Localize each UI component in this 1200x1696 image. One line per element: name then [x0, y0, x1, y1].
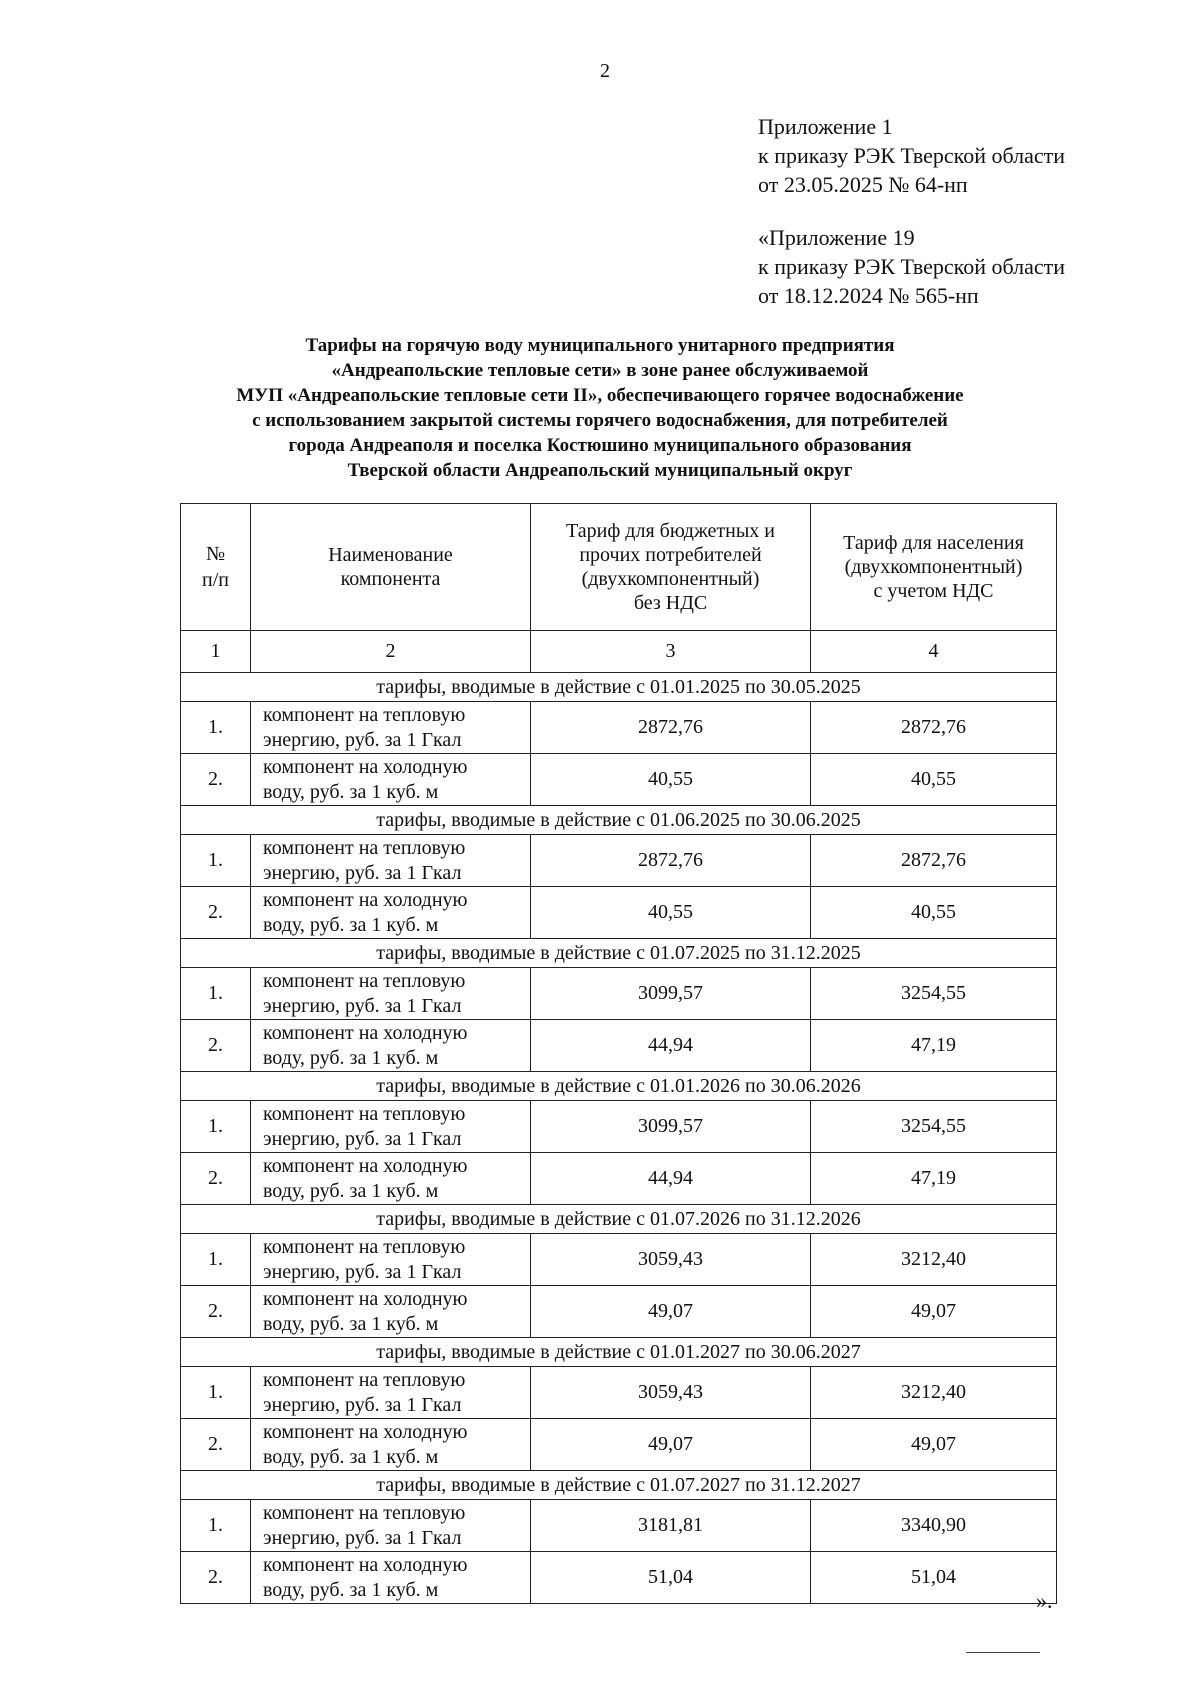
component-name	[251, 1500, 531, 1552]
row-number: 1.	[181, 1234, 251, 1286]
title-line: с использованием закрытой системы горячего водоснабжения, для потребителей	[252, 410, 948, 431]
appendix-19-order: к приказу РЭК Тверской области	[758, 254, 1066, 279]
budget-tariff-value: 40,55	[531, 887, 811, 939]
column-number: 2	[251, 631, 531, 673]
population-tariff-value: 40,55	[811, 887, 1057, 939]
header-line: компонента	[340, 568, 441, 590]
row-number: 1.	[181, 1367, 251, 1419]
component-name-line: энергию, руб. за 1 Гкал	[263, 1393, 462, 1416]
header-line: №	[205, 543, 226, 565]
component-name-line: компонент на холодную	[263, 1287, 468, 1310]
table-row	[181, 1367, 1057, 1419]
population-tariff-value: 3212,40	[811, 1367, 1057, 1419]
table-row	[181, 1419, 1057, 1471]
header-line: (двухкомпонентный)	[844, 556, 1023, 578]
population-tariff-value: 2872,76	[811, 702, 1057, 754]
period-row	[181, 1471, 1057, 1500]
population-tariff-value: 40,55	[811, 754, 1057, 806]
component-name-line: компонент на тепловую	[263, 836, 466, 859]
row-number: 1.	[181, 835, 251, 887]
budget-tariff-value: 49,07	[531, 1419, 811, 1471]
page-number: 2	[600, 60, 610, 82]
component-name-line: компонент на тепловую	[263, 1501, 466, 1524]
budget-tariff-value: 49,07	[531, 1286, 811, 1338]
row-number: 2.	[181, 1286, 251, 1338]
period-label: тарифы, вводимые в действие с 01.01.2025 по 30.05.2025	[181, 673, 1057, 702]
row-number: 1.	[181, 1500, 251, 1552]
period-row	[181, 939, 1057, 968]
component-name-line: воду, руб. за 1 куб. м	[263, 1179, 439, 1202]
title-line: Тверской области Андреапольский муниципальный округ	[347, 460, 853, 481]
appendix-1-block	[758, 112, 1065, 199]
column-number: 3	[531, 631, 811, 673]
header-line: с учетом НДС	[873, 580, 994, 602]
period-row	[181, 1072, 1057, 1101]
population-tariff-value: 51,04	[811, 1552, 1057, 1604]
row-number: 2.	[181, 1419, 251, 1471]
appendix-19-block	[758, 223, 1065, 310]
column-number: 4	[811, 631, 1057, 673]
component-name-line: воду, руб. за 1 куб. м	[263, 780, 439, 803]
appendix-19-date: от 18.12.2024 № 565-нп	[758, 283, 979, 308]
table-row	[181, 754, 1057, 806]
row-number: 2.	[181, 1153, 251, 1205]
period-label: тарифы, вводимые в действие с 01.01.2027 по 30.06.2027	[181, 1338, 1057, 1367]
budget-tariff-value: 3099,57	[531, 1101, 811, 1153]
budget-tariff-value: 40,55	[531, 754, 811, 806]
component-name	[251, 1234, 531, 1286]
component-name-line: компонент на тепловую	[263, 1235, 466, 1258]
population-tariff-value: 47,19	[811, 1020, 1057, 1072]
component-name	[251, 887, 531, 939]
table-row	[181, 968, 1057, 1020]
header-budget-tariff	[531, 504, 811, 631]
component-name-line: компонент на холодную	[263, 1021, 468, 1044]
table-row	[181, 1101, 1057, 1153]
component-name-line: компонент на холодную	[263, 1553, 468, 1576]
period-row	[181, 673, 1057, 702]
component-name-line: компонент на холодную	[263, 1154, 468, 1177]
title-line: города Андреаполя и поселка Костюшино муниципального образования	[288, 435, 912, 456]
population-tariff-value: 49,07	[811, 1419, 1057, 1471]
component-name-line: энергию, руб. за 1 Гкал	[263, 1526, 462, 1549]
component-name-line: компонент на тепловую	[263, 1368, 466, 1391]
appendix-19-title: «Приложение 19	[758, 225, 915, 250]
component-name	[251, 1419, 531, 1471]
table-row	[181, 1552, 1057, 1604]
component-name-line: воду, руб. за 1 куб. м	[263, 1578, 439, 1601]
table-row	[181, 887, 1057, 939]
row-number: 2.	[181, 887, 251, 939]
component-name-line: энергию, руб. за 1 Гкал	[263, 728, 462, 751]
component-name-line: энергию, руб. за 1 Гкал	[263, 861, 462, 884]
component-name-line: воду, руб. за 1 куб. м	[263, 1046, 439, 1069]
component-name-line: воду, руб. за 1 куб. м	[263, 1445, 439, 1468]
row-number: 2.	[181, 754, 251, 806]
component-name	[251, 968, 531, 1020]
table-row	[181, 702, 1057, 754]
component-name-line: воду, руб. за 1 куб. м	[263, 913, 439, 936]
table-row	[181, 835, 1057, 887]
document-title	[160, 333, 1040, 483]
row-number: 2.	[181, 1552, 251, 1604]
closing-quote: ».	[1036, 1588, 1053, 1613]
budget-tariff-value: 2872,76	[531, 702, 811, 754]
population-tariff-value: 3340,90	[811, 1500, 1057, 1552]
population-tariff-value: 3254,55	[811, 968, 1057, 1020]
appendix-1-date: от 23.05.2025 № 64-нп	[758, 172, 968, 197]
header-component-name	[251, 504, 531, 631]
budget-tariff-value: 2872,76	[531, 835, 811, 887]
component-name	[251, 1367, 531, 1419]
component-name	[251, 702, 531, 754]
row-number: 1.	[181, 1101, 251, 1153]
period-label: тарифы, вводимые в действие с 01.07.2027 по 31.12.2027	[181, 1471, 1057, 1500]
budget-tariff-value: 44,94	[531, 1020, 811, 1072]
budget-tariff-value: 3099,57	[531, 968, 811, 1020]
component-name-line: воду, руб. за 1 куб. м	[263, 1312, 439, 1335]
appendix-1-order: к приказу РЭК Тверской области	[758, 143, 1066, 168]
population-tariff-value: 49,07	[811, 1286, 1057, 1338]
budget-tariff-value: 44,94	[531, 1153, 811, 1205]
header-line: п/п	[202, 569, 229, 591]
population-tariff-value: 2872,76	[811, 835, 1057, 887]
header-line: (двухкомпонентный)	[581, 568, 760, 590]
component-name	[251, 835, 531, 887]
budget-tariff-value: 3181,81	[531, 1500, 811, 1552]
component-name	[251, 1153, 531, 1205]
header-line: Тариф для бюджетных и	[566, 520, 775, 542]
population-tariff-value: 3212,40	[811, 1234, 1057, 1286]
table-row	[181, 1286, 1057, 1338]
header-number	[181, 504, 251, 631]
component-name-line: энергию, руб. за 1 Гкал	[263, 1127, 462, 1150]
period-label: тарифы, вводимые в действие с 01.07.2026 по 31.12.2026	[181, 1205, 1057, 1234]
component-name-line: компонент на холодную	[263, 888, 468, 911]
tariff-table	[180, 503, 1057, 1604]
component-name	[251, 1020, 531, 1072]
header-line: прочих потребителей	[579, 544, 762, 566]
component-name-line: компонент на тепловую	[263, 969, 466, 992]
table-row	[181, 1500, 1057, 1552]
appendix-1-title: Приложение 1	[758, 114, 893, 139]
period-label: тарифы, вводимые в действие с 01.01.2026 по 30.06.2026	[181, 1072, 1057, 1101]
component-name-line: компонент на тепловую	[263, 1102, 466, 1125]
budget-tariff-value: 51,04	[531, 1552, 811, 1604]
header-population-tariff	[811, 504, 1057, 631]
footer-rule	[966, 1652, 1040, 1653]
header-line: Наименование	[328, 544, 453, 566]
column-number: 1	[181, 631, 251, 673]
row-number: 1.	[181, 968, 251, 1020]
period-row	[181, 1205, 1057, 1234]
component-name	[251, 754, 531, 806]
component-name-line: компонент на холодную	[263, 755, 468, 778]
table-row	[181, 1020, 1057, 1072]
period-label: тарифы, вводимые в действие с 01.07.2025 по 31.12.2025	[181, 939, 1057, 968]
component-name	[251, 1552, 531, 1604]
component-name-line: энергию, руб. за 1 Гкал	[263, 1260, 462, 1283]
table-header-row	[181, 504, 1057, 631]
budget-tariff-value: 3059,43	[531, 1234, 811, 1286]
period-label: тарифы, вводимые в действие с 01.06.2025 по 30.06.2025	[181, 806, 1057, 835]
population-tariff-value: 47,19	[811, 1153, 1057, 1205]
component-name-line: энергию, руб. за 1 Гкал	[263, 994, 462, 1017]
title-line: Тарифы на горячую воду муниципального унитарного предприятия	[305, 335, 895, 356]
table-row	[181, 1153, 1057, 1205]
header-line: Тариф для населения	[843, 532, 1024, 554]
table-row	[181, 1234, 1057, 1286]
period-row	[181, 1338, 1057, 1367]
title-line: «Андреапольские тепловые сети» в зоне ранее обслуживаемой	[331, 360, 869, 381]
header-line: без НДС	[633, 592, 708, 614]
component-name-line: компонент на тепловую	[263, 703, 466, 726]
population-tariff-value: 3254,55	[811, 1101, 1057, 1153]
row-number: 2.	[181, 1020, 251, 1072]
component-name	[251, 1286, 531, 1338]
component-name-line: компонент на холодную	[263, 1420, 468, 1443]
period-row	[181, 806, 1057, 835]
budget-tariff-value: 3059,43	[531, 1367, 811, 1419]
component-name	[251, 1101, 531, 1153]
title-line: МУП «Андреапольские тепловые сети II», обеспечивающего горячее водоснабжение	[236, 385, 964, 406]
row-number: 1.	[181, 702, 251, 754]
column-number-row	[181, 631, 1057, 673]
